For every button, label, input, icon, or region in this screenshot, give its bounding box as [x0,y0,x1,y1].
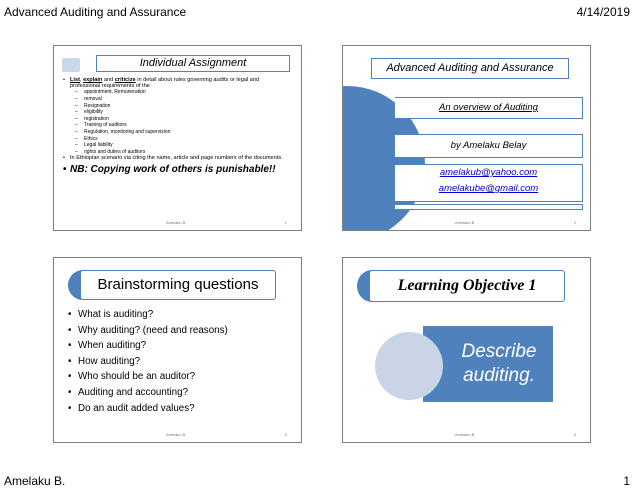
question-item: • Why auditing? (need and reasons) [66,323,228,339]
decorative-bar [395,204,583,210]
question-item: • Who should be an auditor? [66,369,228,385]
sub-item: – appointment, Remuneration [62,89,287,96]
bullet-text: in detail about rules governing audits or legal and professional requirements of the [70,77,260,90]
slide-number: 2 [573,220,576,225]
list-item: • In Ethiopian scenario via citing the name, article and page numbers of the documents. [62,155,287,161]
slide-footer-author: Amelaku B [455,220,475,225]
slide-footer-author: Amelaku B [166,220,186,225]
sub-item: – registration [62,116,287,123]
objective-text [451,340,547,388]
slide-number: 4 [573,432,576,437]
objective-line: Describe [461,341,537,362]
email-link-yahoo[interactable]: amelakub@yahoo.com [439,167,538,178]
slide-footer-author: Amelaku B [166,432,186,437]
subtitle-bar [395,97,583,119]
slide-3 [53,257,302,443]
sub-item: – Resignation [62,103,287,110]
slide-title: Brainstorming questions [80,270,276,300]
slide-title: Learning Objective 1 [369,270,565,302]
slide-subtitle: An overview of Auditing [439,102,538,113]
sub-item: – Legal liability [62,142,287,149]
question-item: • Auditing and accounting? [66,385,228,401]
objective-line: auditing. [463,365,535,386]
slide-2 [342,45,591,231]
document-date: 4/14/2019 [576,5,630,19]
question-item: • How auditing? [66,354,228,370]
keyword-criticize: criticize [114,77,136,83]
separator: , [79,77,84,83]
sub-item: – Training of auditors [62,122,287,129]
slide-title-tab [62,58,80,72]
email-bar [395,164,583,202]
slide-title: Advanced Auditing and Assurance [371,58,569,79]
slide-1 [53,45,302,231]
slide-4 [342,257,591,443]
slide-number: 3 [284,432,287,437]
separator: and [102,77,115,83]
warning-note: • NB: Copying work of others is punishable!! [62,165,287,175]
slide-title: Individual Assignment [96,55,290,72]
byline-bar [395,134,583,158]
document-title: Advanced Auditing and Assurance [4,5,187,19]
question-item: • What is auditing? [66,307,228,323]
keyword-explain: explain [83,77,103,83]
sub-item: – Ethics [62,136,287,143]
sub-item: – eligibility [62,109,287,116]
keyword-list: List [70,77,80,83]
slide-footer-author: Amelaku B [455,432,475,437]
page-number: 1 [623,474,630,488]
assignment-list [62,77,287,175]
author-byline: by Amelaku Belay [450,140,527,151]
sub-item: – removal [62,96,287,103]
list-item [62,77,287,89]
questions-list [66,307,228,416]
page-author: Amelaku B. [4,474,66,488]
decorative-circle [375,332,443,400]
sub-item: – rights and duties of auditors [62,149,287,156]
question-item: • Do an audit added values? [66,401,228,417]
question-item: • When auditing? [66,338,228,354]
slide-number: 1 [284,220,287,225]
email-link-gmail[interactable]: amelakube@gmail.com [438,183,539,194]
sub-item: – Regulation, monitoring and supervision [62,129,287,136]
